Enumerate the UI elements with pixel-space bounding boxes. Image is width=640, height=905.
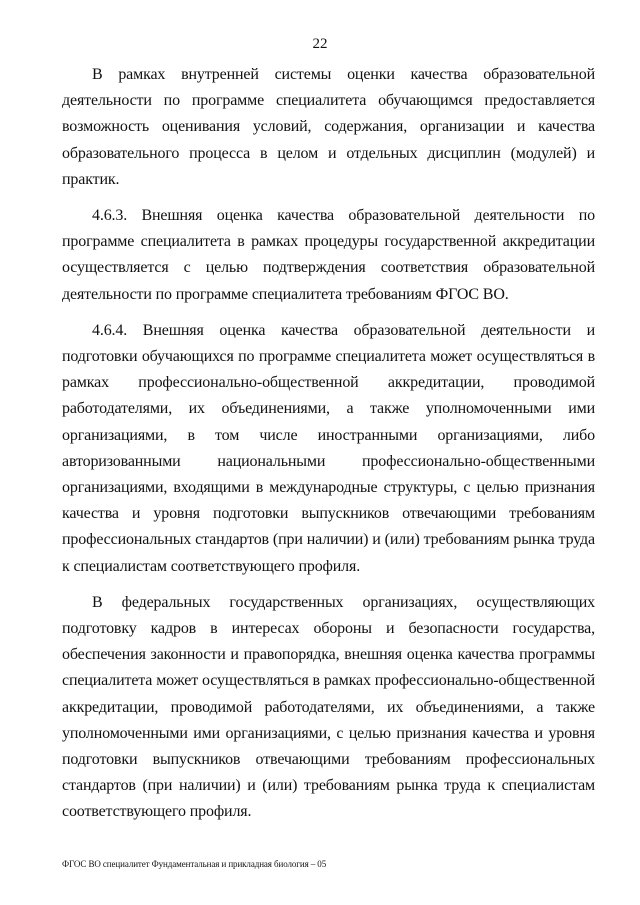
paragraph-4-6-4: 4.6.4. Внешняя оценка качества образовательной деятельности и подготовки обучающихся по программе специалитета может осуществляться в рамках профессионально-общественной аккредитации, проводимой работодателями, их объединениями, а также уполномоченными ими организациями, в том числе иностранными организациями, либо авторизованными национальными профессионально-общественными организациями, входящими в международные структуры, с целью признания качества и уровня подготовки выпускников отвечающими требованиям профессиональных стандартов (при наличии) и (или) требованиям рынка труда к специалистам соответствующего профиля. [62, 321, 595, 575]
page-footer: ФГОС ВО специалитет Фундаментальная и прикладная биология – 05 [62, 859, 327, 869]
paragraph-internal-assessment: В рамках внутренней системы оценки качества образовательной деятельности по программе специалитета обучающимся предоставляется возможность оценивания условий, содержания, организации и качества образовательного процесса в целом и отдельных дисциплин (модулей) и практик. [62, 66, 595, 188]
page-number: 22 [312, 36, 328, 52]
paragraph-federal-organizations: В федеральных государственных организациях, осуществляющих подготовку кадров в интересах обороны и безопасности государства, обеспечения законности и правопорядка, внешняя оценка качества программы специалитета может осуществляться в рамках профессионально-общественной аккредитации, проводимой работодателями, их объединениями, а также уполномоченными ими организациями, с целью признания качества и уровня подготовки выпускников отвечающими требованиям профессиональных стандартов (при наличии) и (или) требованиям рынка труда к специалистам соответствующего профиля. [62, 593, 595, 821]
paragraph-4-6-3: 4.6.3. Внешняя оценка качества образовательной деятельности по программе специалитета в рамках процедуры государственной аккредитации осуществляется с целью подтверждения соответствия образовательной деятельности по программе специалитета требованиям ФГОС ВО. [62, 207, 595, 303]
document-body [62, 62, 595, 836]
